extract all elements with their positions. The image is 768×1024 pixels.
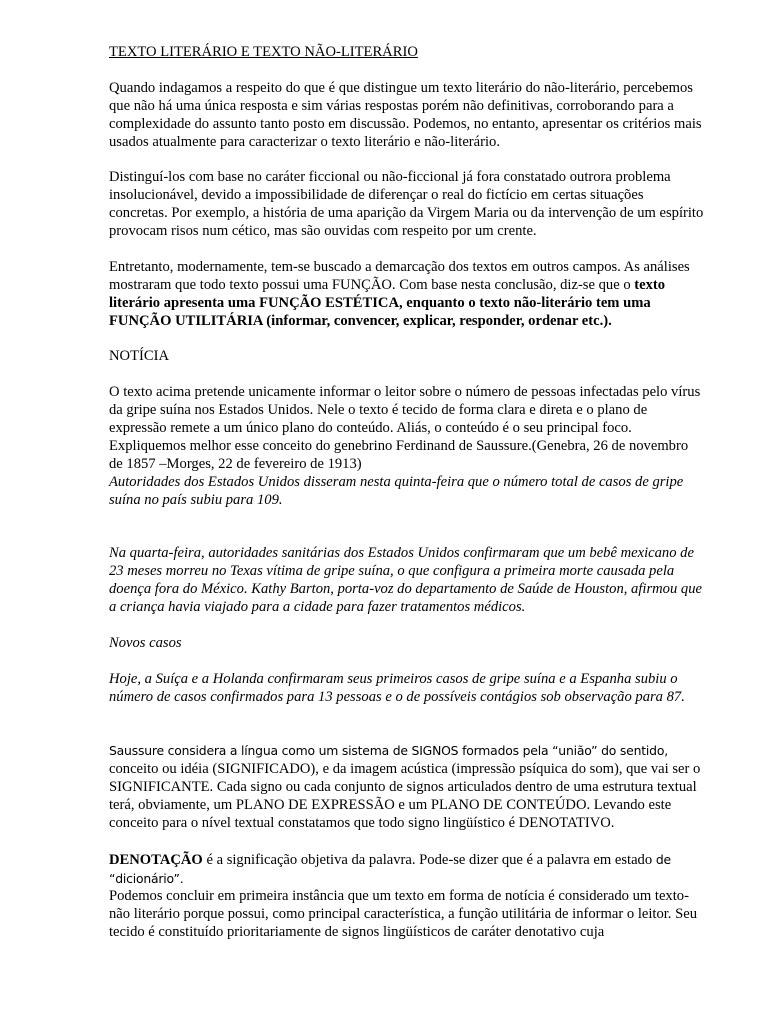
document-title: TEXTO LITERÁRIO E TEXTO NÃO-LITERÁRIO	[109, 44, 418, 60]
subheading-novos-casos: Novos casos	[109, 634, 182, 651]
paragraph-funcao-bold: texto literário apresenta uma FUNÇÃO ESTÉTICA, enquanto o texto não-literário tem uma FUNÇÃO UTILITÁRIA (informar, convencer, explicar, responder, ordenar etc.).	[109, 276, 666, 329]
paragraph-denotacao-text: é a significação objetiva da palavra. Pode-se dizer que é a palavra em estado	[202, 851, 653, 868]
paragraph-signos-rest: conceito ou idéia (SIGNIFICADO), e da imagem acústica (impressão psíquica do som), que vai ser o SIGNIFICANTE. Cada signo ou cada conjunto de signos articulados dentro de uma estrutura textual terá, obviamente, um PLANO DE EXPRESSÃO e um PLANO DE CONTEÚDO. Levando este conceito para o nível textual constatamos que todo signo lingüístico é DENOTATIVO.	[109, 761, 701, 831]
paragraph-ficcional: Distinguí-los com base no caráter ficcional ou não-ficcional já fora constatado outrora problema insolucionável, devido a impossibilidade de diferençar o real do fictício em certas situações concretas. Por exemplo, a história de uma aparição da Virgem Maria ou da intervenção de um espírito provocam risos num cético, mas são ouvidas com respeito por um crente.	[109, 169, 704, 240]
news-quote-1: Autoridades dos Estados Unidos disseram nesta quinta-feira que o número total de casos de gripe suína no país subiu para 109.	[109, 473, 684, 508]
paragraph-denotacao-dicionario: de “dicionário”.	[109, 851, 671, 886]
paragraph-signos-first-line: Saussure considera a língua como um sistema de SIGNOS formados pela “união” do sentido,	[109, 743, 668, 759]
paragraph-signos	[109, 742, 705, 833]
heading-noticia: NOTÍCIA	[109, 348, 169, 365]
document-page	[109, 44, 705, 960]
term-denotacao: DENOTAÇÃO	[109, 851, 203, 868]
news-quote-3: Hoje, a Suíça e a Holanda confirmaram seus primeiros casos de gripe suína e a Espanha subiu o número de casos confirmados para 13 pessoas e o de possíveis contágios sob observação para 87.	[109, 670, 685, 705]
paragraph-funcao-start: Entretanto, modernamente, tem-se buscado a demarcação dos textos em outros campos. As análises mostraram que todo texto possui uma FUNÇÃO. Com base nesta conclusão, diz-se que o	[109, 258, 690, 293]
paragraph-intro: Quando indagamos a respeito do que é que distingue um texto literário do não-literário, percebemos que não há uma única resposta e sim várias respostas porém não definitivas, corroborando para a complexidade do assunto tanto posto em discussão. Podemos, no entanto, apresentar os critérios mais usados atualmente para caracterizar o texto literário e não-literário.	[109, 79, 702, 150]
news-quote-2: Na quarta-feira, autoridades sanitárias dos Estados Unidos confirmaram que um bebê mexicano de 23 meses morreu no Texas vítima de gripe suína, o que configura a primeira morte causada pela doença fora do México. Kathy Barton, porta-voz do departamento de Saúde de Houston, afirmou que a criança havia viajado para a cidade para fazer tratamentos médicos.	[109, 545, 702, 615]
paragraph-conclusao: Podemos concluir em primeira instância que um texto em forma de notícia é considerado um texto-não literário porque possui, como principal característica, a função utilitária de informar o leitor. Seu tecido é constituído prioritariamente de signos lingüísticos de caráter denotativo cuja	[109, 888, 697, 941]
paragraph-saussure-intro: O texto acima pretende unicamente informar o leitor sobre o número de pessoas infectadas pelo vírus da gripe suína nos Estados Unidos. Nele o texto é tecido de forma clara e direta e o plano de expressão remete a um único plano do conteúdo. Aliás, o conteúdo é o seu principal foco. Expliquemos melhor esse conceito do genebrino Ferdinand de Saussure.(Genebra, 26 de novembro de 1857 –Morges, 22 de fevereiro de 1913)	[109, 384, 701, 472]
paragraph-denotacao	[109, 851, 705, 889]
paragraph-funcao	[109, 259, 705, 331]
